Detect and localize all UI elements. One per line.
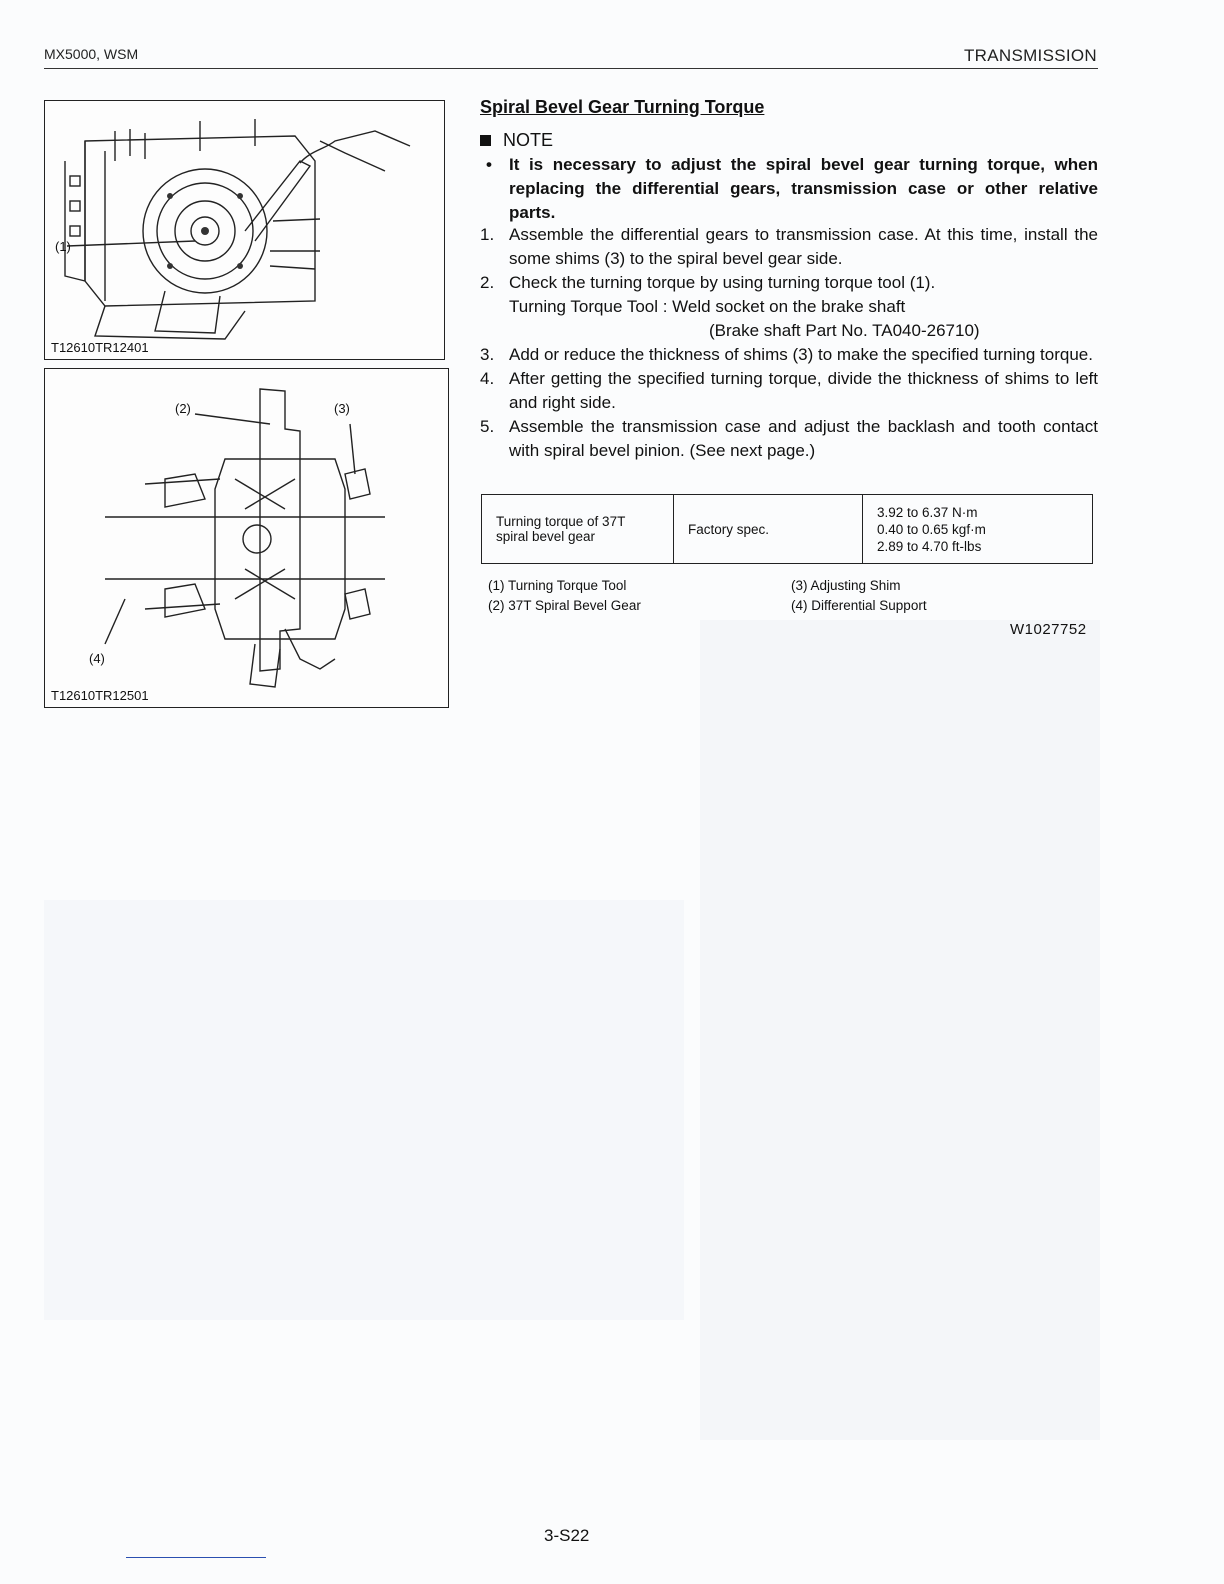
callout-3: (3) bbox=[334, 401, 350, 416]
step-4 bbox=[480, 367, 1098, 415]
spec-value-ftlbs: 2.89 to 4.70 ft-lbs bbox=[877, 538, 982, 554]
tool-part-number: (Brake shaft Part No. TA040-26710) bbox=[709, 321, 980, 340]
spec-values bbox=[863, 495, 1093, 564]
spec-value-kgfm: 0.40 to 0.65 kgf·m bbox=[877, 521, 986, 537]
note-text-block bbox=[480, 153, 1098, 225]
legend-item: (1) Turning Torque Tool bbox=[488, 578, 627, 593]
spec-type: Factory spec. bbox=[674, 495, 863, 564]
tool-line: Turning Torque Tool : Weld socket on the brake shaft bbox=[509, 297, 906, 316]
step-1 bbox=[480, 223, 1098, 271]
step-text: Check the turning torque by using turning torque tool (1). bbox=[509, 273, 936, 292]
spec-item: Turning torque of 37T spiral bevel gear bbox=[482, 495, 674, 564]
bleed-through-area bbox=[700, 620, 1100, 1440]
spec-table bbox=[481, 494, 1093, 564]
header-rule bbox=[44, 68, 1098, 69]
bottom-rule bbox=[126, 1557, 266, 1558]
transmission-case-illustration bbox=[45, 101, 444, 359]
step-text: After getting the specified turning torque, divide the thickness of shims to left and right side. bbox=[509, 369, 1098, 412]
note-text: It is necessary to adjust the spiral bevel gear turning torque, when replacing the differential gears, transmission case or other relative parts. bbox=[509, 155, 1098, 222]
figure-code: T12610TR12401 bbox=[51, 340, 149, 355]
note-heading bbox=[480, 130, 553, 151]
step-number: 5. bbox=[480, 417, 495, 436]
page-number: 3-S22 bbox=[544, 1526, 590, 1545]
legend-item: (2) 37T Spiral Bevel Gear bbox=[488, 598, 641, 613]
bleed-through-area bbox=[44, 900, 684, 1320]
step-5 bbox=[480, 415, 1098, 463]
note-label: NOTE bbox=[503, 130, 554, 150]
figure-turning-torque-tool bbox=[44, 100, 445, 360]
step-number: 2. bbox=[480, 273, 495, 292]
legend-right bbox=[791, 576, 927, 616]
document-id: W1027752 bbox=[1010, 621, 1087, 638]
step-text: Add or reduce the thickness of shims (3) to make the specified turning torque. bbox=[509, 345, 1093, 364]
callout-4: (4) bbox=[89, 651, 105, 666]
figure-code: T12610TR12501 bbox=[51, 688, 149, 703]
step-number: 4. bbox=[480, 369, 495, 388]
step-2 bbox=[480, 271, 1098, 295]
step-text: Assemble the differential gears to transmission case. At this time, install the some shims (3) to the spiral bevel gear side. bbox=[509, 225, 1098, 268]
step-text: Assemble the transmission case and adjust the backlash and tooth contact with spiral bevel pinion. (See next page.) bbox=[509, 417, 1098, 460]
legend-item: (4) Differential Support bbox=[791, 598, 927, 613]
section-title: Spiral Bevel Gear Turning Torque bbox=[480, 97, 765, 117]
legend-left bbox=[488, 576, 641, 616]
step-number: 3. bbox=[480, 345, 495, 364]
header-model: MX5000, WSM bbox=[44, 46, 139, 62]
step-3 bbox=[480, 343, 1098, 367]
bullet-dot-icon: • bbox=[486, 155, 492, 174]
step-number: 1. bbox=[480, 225, 495, 244]
spec-value-nm: 3.92 to 6.37 N·m bbox=[877, 504, 978, 520]
legend-item: (3) Adjusting Shim bbox=[791, 578, 901, 593]
square-bullet-icon bbox=[480, 135, 491, 146]
callout-2: (2) bbox=[175, 401, 191, 416]
callout-1: (1) bbox=[55, 239, 71, 254]
differential-section-illustration bbox=[45, 369, 448, 707]
procedure-steps bbox=[480, 223, 1098, 463]
figure-differential-cross-section bbox=[44, 368, 449, 708]
header-section: TRANSMISSION bbox=[963, 46, 1097, 65]
